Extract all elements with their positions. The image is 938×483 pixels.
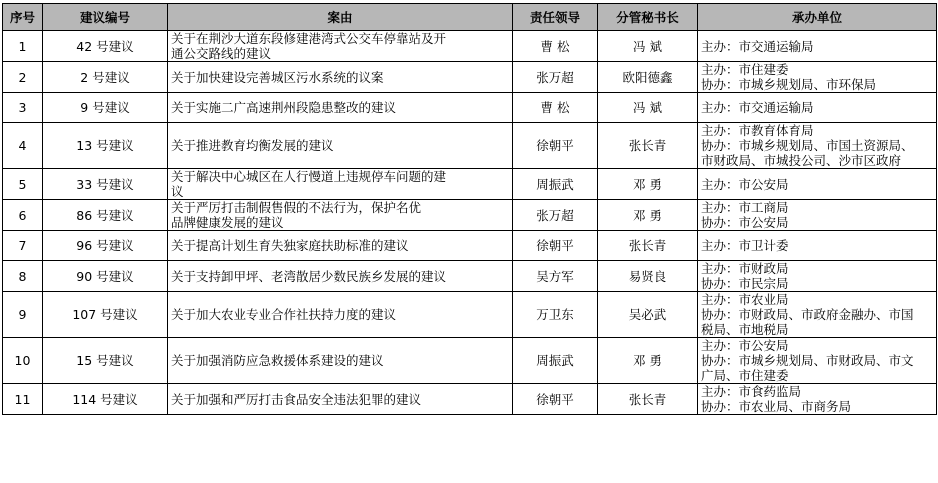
table-row (3, 200, 937, 231)
cell-unit (698, 31, 937, 62)
table-row (3, 384, 937, 415)
cell-case-line: 关于提高计划生育失独家庭扶助标准的建议 (171, 238, 409, 253)
cell-unit (698, 169, 937, 200)
cell-case (168, 93, 513, 123)
cell-leader: 吴方军 (513, 261, 598, 292)
cell-secretary: 张长青 (598, 231, 698, 261)
cell-case-line: 议 (171, 184, 184, 199)
cell-case-line: 关于加快建设完善城区污水系统的议案 (171, 69, 384, 85)
cell-code: 13 号建议 (43, 123, 168, 169)
header-code: 建议编号 (43, 4, 168, 31)
header-secretary: 分管秘书长 (598, 4, 698, 31)
cell-code: 9 号建议 (43, 93, 168, 123)
cell-unit-line: 主办：市交通运输局 (701, 100, 814, 115)
cell-case-line: 关于加强消防应急救援体系建设的建议 (171, 353, 384, 368)
cell-case-line: 关于解决中心城区在人行慢道上违规停车问题的建 (171, 169, 447, 184)
cell-leader: 曹 松 (513, 93, 598, 123)
cell-secretary: 邓 勇 (598, 169, 698, 200)
cell-unit-line: 主办：市住建委 (701, 62, 789, 77)
cell-secretary: 欧阳德鑫 (598, 62, 698, 93)
cell-unit-line: 协办：市财政局、市政府金融办、市国 (701, 307, 914, 322)
header-unit: 承办单位 (698, 4, 937, 31)
cell-unit (698, 93, 937, 123)
cell-seq: 11 (3, 384, 43, 415)
cell-unit (698, 384, 937, 415)
cell-secretary: 吴必武 (598, 292, 698, 338)
table-row (3, 93, 937, 123)
cell-unit (698, 231, 937, 261)
table-row (3, 292, 937, 338)
cell-code: 114 号建议 (43, 384, 168, 415)
cell-secretary: 邓 勇 (598, 200, 698, 231)
cell-leader: 万卫东 (513, 292, 598, 338)
cell-leader: 徐朝平 (513, 123, 598, 169)
table-row (3, 169, 937, 200)
cell-unit-line: 广局、市住建委 (701, 368, 789, 383)
cell-unit (698, 62, 937, 93)
cell-seq: 7 (3, 231, 43, 261)
table-row (3, 231, 937, 261)
cell-case-line: 通公交路线的建议 (171, 46, 272, 61)
table-row (3, 62, 937, 93)
cell-case-line: 关于支持卸甲坪、老湾散居少数民族乡发展的建议 (171, 268, 447, 284)
cell-secretary: 冯 斌 (598, 93, 698, 123)
cell-case-line: 关于在荆沙大道东段修建港湾式公交车停靠站及开 (171, 31, 447, 46)
table-row (3, 123, 937, 169)
header-case: 案由 (168, 4, 513, 31)
cell-case-line: 关于加强和严厉打击食品安全违法犯罪的建议 (171, 391, 422, 407)
cell-case (168, 231, 513, 261)
cell-unit-line: 协办：市民宗局 (701, 276, 789, 291)
cell-case-line: 关于严厉打击制假售假的不法行为，保护名优 (171, 200, 422, 215)
cell-unit (698, 200, 937, 231)
cell-case (168, 261, 513, 292)
cell-seq: 9 (3, 292, 43, 338)
cell-secretary: 冯 斌 (598, 31, 698, 62)
cell-code: 90 号建议 (43, 261, 168, 292)
cell-seq: 3 (3, 93, 43, 123)
cell-secretary: 张长青 (598, 123, 698, 169)
proposal-table (2, 3, 937, 415)
header-seq: 序号 (3, 4, 43, 31)
cell-case-line: 关于加大农业专业合作社扶持力度的建议 (171, 307, 397, 322)
cell-leader: 曹 松 (513, 31, 598, 62)
cell-unit-line: 主办：市卫计委 (701, 238, 789, 253)
cell-case (168, 292, 513, 338)
cell-unit (698, 338, 937, 384)
cell-unit-line: 协办：市公安局 (701, 215, 789, 230)
cell-unit-line: 税局、市地税局 (701, 322, 789, 337)
cell-code: 33 号建议 (43, 169, 168, 200)
table-body (3, 31, 937, 415)
cell-code: 42 号建议 (43, 31, 168, 62)
cell-unit-line: 主办：市食药监局 (701, 384, 802, 399)
cell-seq: 5 (3, 169, 43, 200)
cell-unit-line: 主办：市教育体育局 (701, 123, 814, 138)
cell-unit-line: 市财政局、市城投公司、沙市区政府 (701, 153, 902, 168)
cell-secretary: 易贤良 (598, 261, 698, 292)
cell-unit-line: 协办：市城乡规划局、市财政局、市文 (701, 353, 914, 368)
cell-secretary: 张长青 (598, 384, 698, 415)
cell-seq: 1 (3, 31, 43, 62)
cell-case (168, 31, 513, 62)
cell-unit-line: 主办：市公安局 (701, 338, 789, 353)
cell-secretary: 邓 勇 (598, 338, 698, 384)
cell-unit-line: 主办：市农业局 (701, 292, 789, 307)
cell-case (168, 169, 513, 200)
cell-leader: 徐朝平 (513, 384, 598, 415)
cell-leader: 徐朝平 (513, 231, 598, 261)
cell-unit-line: 主办：市工商局 (701, 200, 789, 215)
cell-case (168, 384, 513, 415)
cell-code: 107 号建议 (43, 292, 168, 338)
cell-unit-line: 协办：市农业局、市商务局 (701, 399, 852, 414)
cell-seq: 10 (3, 338, 43, 384)
cell-case (168, 123, 513, 169)
table-row (3, 261, 937, 292)
cell-unit-line: 主办：市交通运输局 (701, 38, 814, 54)
cell-leader: 张万超 (513, 200, 598, 231)
cell-seq: 4 (3, 123, 43, 169)
cell-code: 86 号建议 (43, 200, 168, 231)
header-row (3, 4, 937, 31)
cell-case (168, 338, 513, 384)
cell-leader: 张万超 (513, 62, 598, 93)
cell-unit-line: 协办：市城乡规划局、市环保局 (701, 77, 877, 92)
cell-seq: 2 (3, 62, 43, 93)
cell-code: 96 号建议 (43, 231, 168, 261)
cell-case-line: 关于推进教育均衡发展的建议 (171, 138, 334, 153)
cell-unit (698, 292, 937, 338)
cell-case (168, 62, 513, 93)
cell-leader: 周振武 (513, 169, 598, 200)
cell-unit (698, 123, 937, 169)
cell-case-line: 关于实施二广高速荆州段隐患整改的建议 (171, 100, 397, 115)
table-row (3, 31, 937, 62)
table-row (3, 338, 937, 384)
cell-case (168, 200, 513, 231)
cell-unit (698, 261, 937, 292)
cell-leader: 周振武 (513, 338, 598, 384)
header-leader: 责任领导 (513, 4, 598, 31)
cell-unit-line: 主办：市财政局 (701, 261, 789, 276)
cell-unit-line: 主办：市公安局 (701, 176, 789, 192)
cell-code: 15 号建议 (43, 338, 168, 384)
cell-code: 2 号建议 (43, 62, 168, 93)
cell-seq: 8 (3, 261, 43, 292)
cell-case-line: 品牌健康发展的建议 (171, 215, 284, 230)
cell-seq: 6 (3, 200, 43, 231)
cell-unit-line: 协办：市城乡规划局、市国土资源局、 (701, 138, 914, 153)
